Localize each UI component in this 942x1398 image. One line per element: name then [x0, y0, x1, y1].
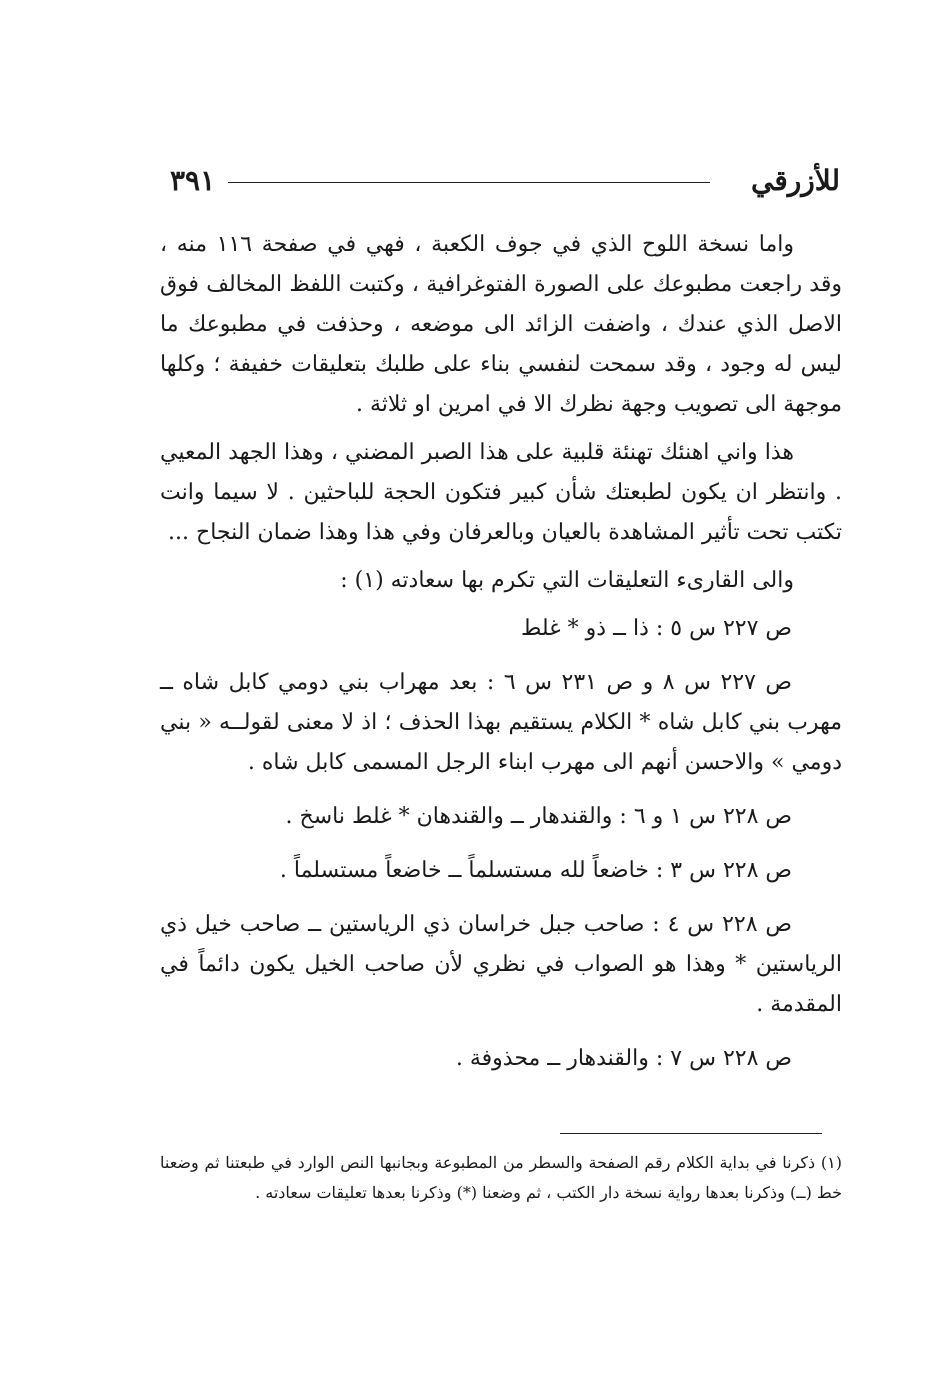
correction-entry-5: ص ٢٢٨ س ٤ : صاحب جبل خراسان ذي الرياستين ــ صاحب خيل ذي الرياستين * وهذا هو الصواب في نظري لأن صاحب الخيل يكون دائماً في المقدمة . [160, 912, 842, 1017]
paragraph-2: هذا واني اهنئك تهنئة قلبية على هذا الصبر المضني ، وهذا الجهد المعيي . وانتظر ان يكون لطبعتك شأن كبير فتكون الحجة للباحثين . لا سيما وانت تكتب تحت تأثير المشاهدة بالعيان وبالعرفان وفي هذا وهذا ضمان النجاح ... [160, 440, 842, 545]
correction-entry-4: ص ٢٢٨ س ٣ : خاضعاً لله مستسلماً ــ خاضعاً مستسلماً . [279, 858, 792, 883]
running-title: للأزرقي [750, 164, 840, 197]
footnote: (١) ذكرنا في بداية الكلام رقم الصفحة والسطر من المطبوعة وبجانبها النص الوارد في طبعتنا ثم وضعنا خط (ــ) وذكرنا بعدها رواية نسخة دار الكتب ، ثم وضعنا (*) وذكرنا بعدها تعليقات سعادته . [160, 1153, 842, 1202]
running-header [170, 160, 840, 204]
correction-entry-3: ص ٢٢٨ س ١ و ٦ : والقندهار ــ والقندهان * غلط ناسخ . [285, 804, 792, 829]
page-number: ٣٩١ [170, 164, 216, 197]
footnote-rule [560, 1133, 822, 1134]
main-text [160, 225, 842, 1093]
paragraph-3: والى القارىء التعليقات التي تكرم بها سعادته (١) : [340, 568, 794, 593]
header-rule [228, 182, 710, 183]
correction-entry-6: ص ٢٢٨ س ٧ : والقندهار ــ محذوفة . [455, 1046, 792, 1071]
correction-entry-2: ص ٢٢٧ س ٨ و ص ٢٣١ س ٦ : بعد مهراب بني دومي كابل شاه ــ مهرب بني كابل شاه * الكلام يستقيم بهذا الحذف ؛ اذ لا معنى لقولــه « بني دومي » والاحسن أنهم الى مهرب ابناء الرجل المسمى كابل شاه . [160, 670, 842, 775]
correction-entry-1: ص ٢٢٧ س ٥ : ذا ــ ذو * غلط [521, 616, 792, 641]
paragraph-1: واما نسخة اللوح الذي في جوف الكعبة ، فهي في صفحة ١١٦ منه ، وقد راجعت مطبوعك على الصورة الفتوغرافية ، وكتبت اللفظ المخالف فوق الاصل الذي عندك ، واضفت الزائد الى موضعه ، وحذفت في مطبوعك ما ليس له وجود ، وقد سمحت لنفسي بناء على طلبك بتعليقات خفيفة ؛ وكلها موجهة الى تصويب وجهة نظرك الا في امرين او ثلاثة . [160, 232, 842, 417]
